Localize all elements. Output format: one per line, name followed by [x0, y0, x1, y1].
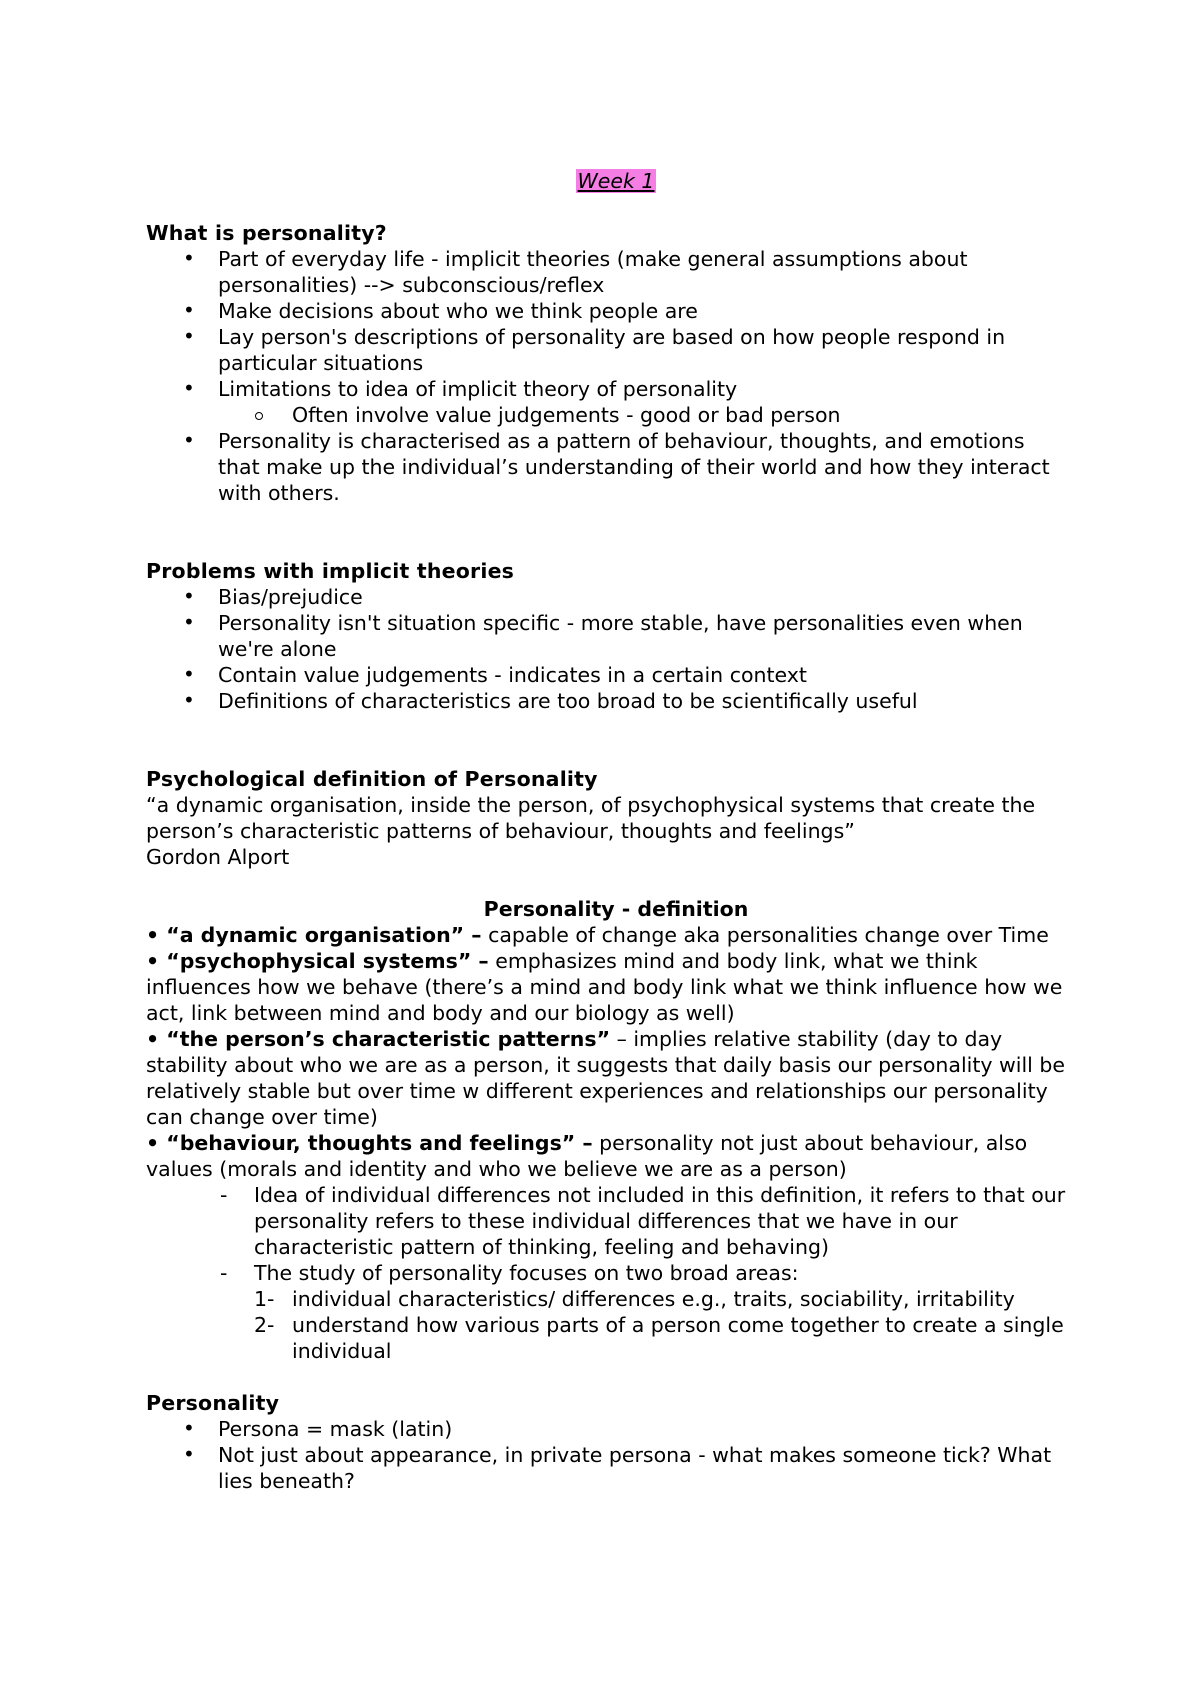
definition-item: [146, 1130, 1066, 1182]
dash-item: [146, 1182, 1066, 1260]
sub-bullet-list: [146, 402, 1066, 428]
definition-term: • “the person’s characteristic patterns”: [146, 1027, 611, 1051]
dash-marker: -: [220, 1261, 228, 1285]
numbered-item: [146, 1286, 1066, 1312]
definition-item: [146, 948, 1066, 1026]
definition-item: [146, 1026, 1066, 1130]
dash-marker: -: [220, 1183, 228, 1207]
list-item: • Lay person's descriptions of personality are based on how people respond in particular situations: [146, 324, 1066, 376]
list-item: • Definitions of characteristics are too broad to be scientifically useful: [146, 688, 1066, 714]
definition-term: • “psychophysical systems” –: [146, 949, 489, 973]
definition-term: • “behaviour, thoughts and feelings” –: [146, 1131, 593, 1155]
sub-list-item: Often involve value judgements - good or bad person: [146, 402, 1066, 428]
definition-item: [146, 922, 1066, 948]
list-item: • Part of everyday life - implicit theories (make general assumptions about personalities) --> subconscious/reflex: [146, 246, 1066, 298]
bullet-list-problems: [146, 584, 1066, 714]
heading-what-is-personality: What is personality?: [146, 221, 387, 245]
definition-text: – implies relative stability (day to day stability about who we are as a person, it suggests that daily basis our personality will be relatively stable but over time w different experiences and relationships our personality can change over time): [146, 1027, 1066, 1129]
list-item: • Bias/prejudice: [146, 584, 1066, 610]
bullet-list-what-is-personality-cont: [146, 428, 1066, 506]
title-row: [166, 168, 1066, 194]
list-item: • Persona = mask (latin): [146, 1416, 1066, 1442]
definition-items: [146, 922, 1066, 1182]
dash-text: The study of personality focuses on two broad areas:: [254, 1261, 799, 1285]
definition-quote: “a dynamic organisation, inside the person, of psychophysical systems that create the person’s characteristic patterns of behaviour, thoughts and feelings”: [146, 793, 1036, 843]
bullet-list-personality: [146, 1416, 1066, 1494]
list-item: • Limitations to idea of implicit theory of personality: [146, 376, 1066, 402]
definition-text: personality not just about behaviour, also values (morals and identity and who we believe we are as a person): [146, 1131, 1028, 1181]
heading-personality-definition: Personality - definition: [483, 897, 749, 921]
number-marker: 2-: [254, 1313, 275, 1337]
heading-psychological-definition: Psychological definition of Personality: [146, 767, 598, 791]
definition-text: emphasizes mind and body link, what we think influences how we behave (there’s a mind and body link what we think influence how we act, link between mind and body and our biology as well): [146, 949, 1063, 1025]
list-item: • Contain value judgements - indicates in a certain context: [146, 662, 1066, 688]
page-title: Week 1: [577, 169, 655, 193]
numbered-list: [146, 1286, 1066, 1364]
number-marker: 1-: [254, 1287, 275, 1311]
dash-list: [146, 1182, 1066, 1286]
bullet-list-what-is-personality: [146, 246, 1066, 402]
definition-term: • “a dynamic organisation” –: [146, 923, 482, 947]
definition-text: capable of change aka personalities change over Time: [481, 923, 1049, 947]
document-page: [146, 168, 1066, 1494]
heading-personality: Personality: [146, 1391, 280, 1415]
numbered-item: [146, 1312, 1066, 1364]
list-item: • Personality isn't situation specific - more stable, have personalities even when we're alone: [146, 610, 1066, 662]
numbered-text: understand how various parts of a person come together to create a single individual: [292, 1313, 1064, 1363]
list-item: • Personality is characterised as a pattern of behaviour, thoughts, and emotions that make up the individual’s understanding of their world and how they interact with others.: [146, 428, 1066, 506]
numbered-text: individual characteristics/ differences e.g., traits, sociability, irritability: [292, 1287, 1015, 1311]
heading-problems-implicit-theories: Problems with implicit theories: [146, 559, 515, 583]
list-item: • Not just about appearance, in private persona - what makes someone tick? What lies beneath?: [146, 1442, 1066, 1494]
dash-text: Idea of individual differences not included in this definition, it refers to that our personality refers to these individual differences that we have in our characteristic pattern of thinking, feeling and behaving): [254, 1183, 1066, 1259]
list-item: • Make decisions about who we think people are: [146, 298, 1066, 324]
dash-item: [146, 1260, 1066, 1286]
quote-author: Gordon Alport: [146, 845, 290, 869]
